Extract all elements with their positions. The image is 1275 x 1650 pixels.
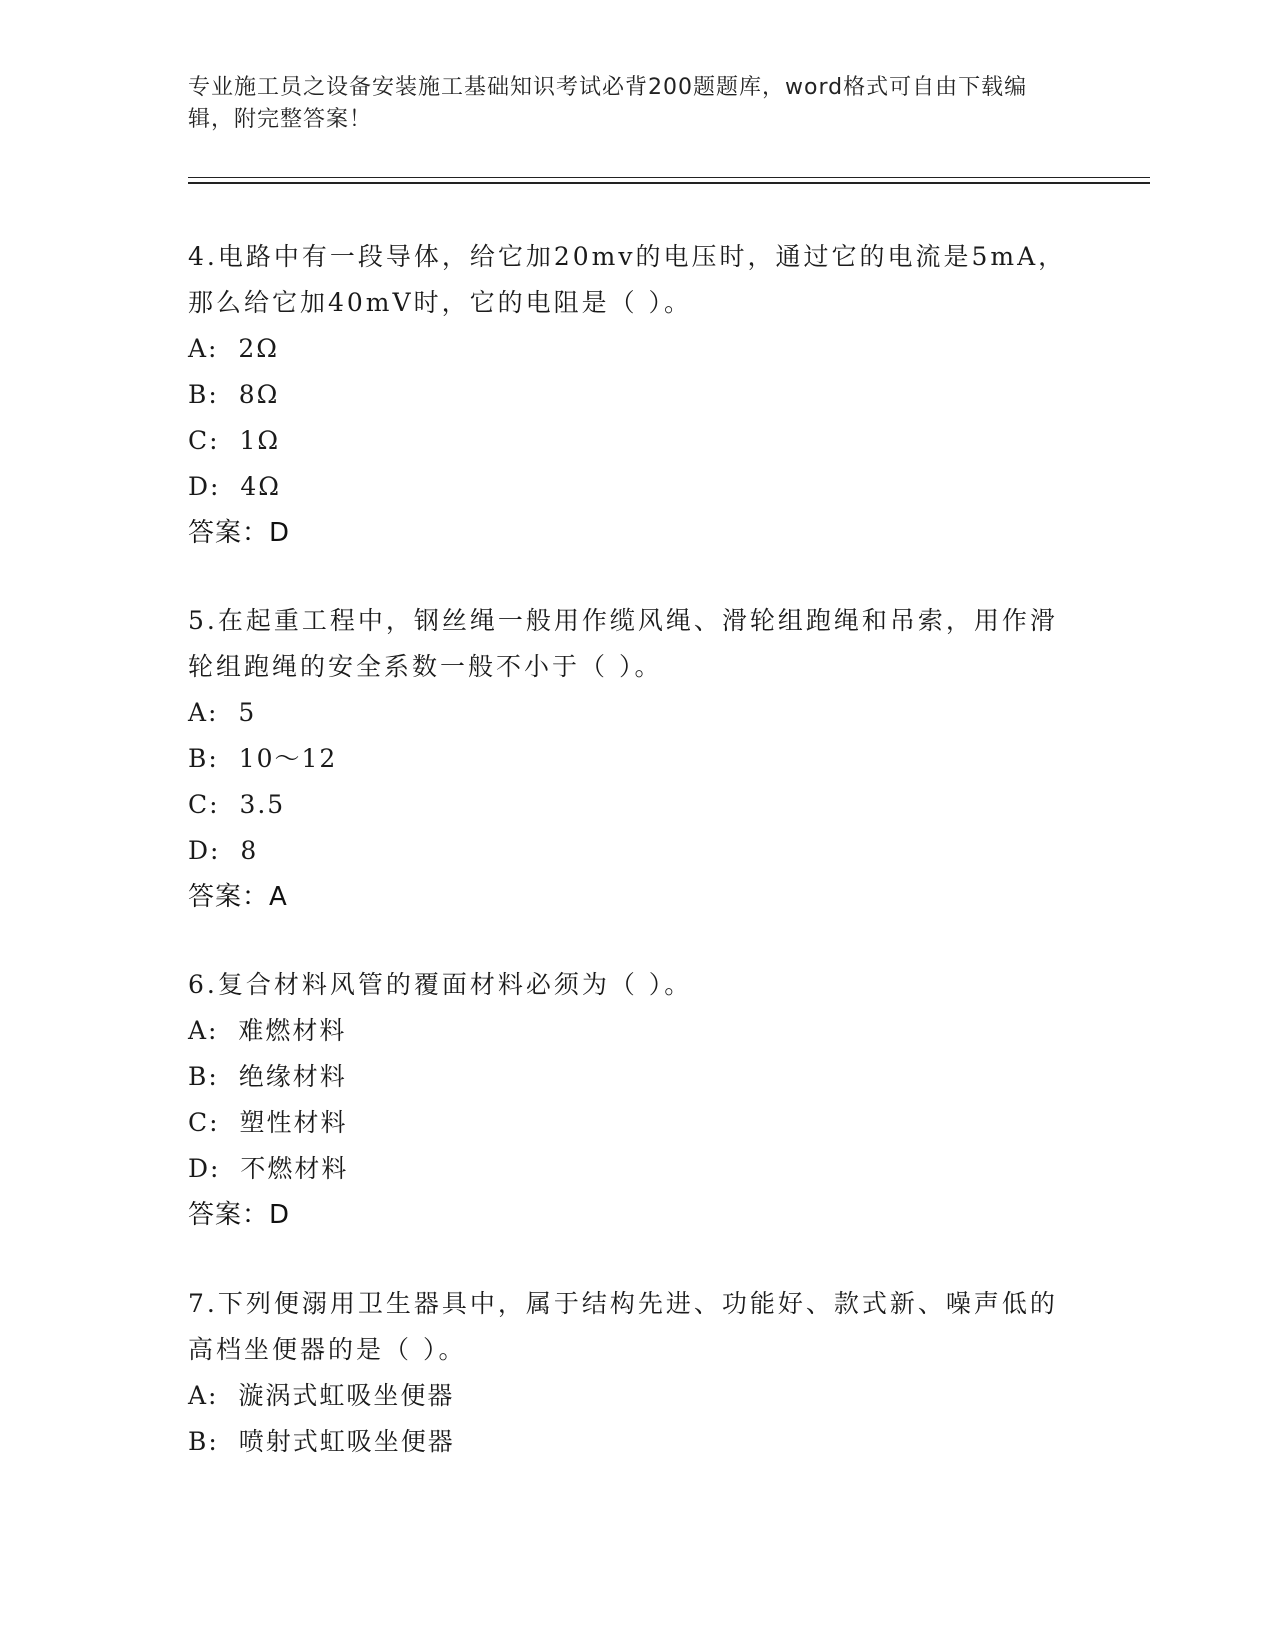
answer-key: 答案：D: [188, 1200, 291, 1230]
option-c: C: 塑性材料: [188, 1108, 348, 1137]
option-d: D: 4Ω: [188, 472, 281, 501]
answer-key: 答案：A: [188, 882, 288, 912]
option-b: B: 8Ω: [188, 380, 280, 409]
question-stem: 4.电路中有一段导体，给它加20mv的电压时，通过它的电流是5mA，那么给它加40mV时，它的电阻是（ ）。: [188, 242, 1067, 317]
question-stem: 7.下列便溺用卫生器具中，属于结构先进、功能好、款式新、噪声低的高档坐便器的是（ ）。: [188, 1289, 1058, 1364]
header-divider-bottom: [188, 182, 1150, 184]
option-d: D: 不燃材料: [188, 1154, 349, 1183]
question-6: [188, 962, 1068, 1238]
option-b: B: 10～12: [188, 744, 338, 773]
question-7: [188, 1281, 1068, 1465]
option-a: A: 漩涡式虹吸坐便器: [188, 1381, 455, 1410]
option-a: A: 2Ω: [188, 334, 280, 363]
option-c: C: 3.5: [188, 790, 286, 819]
option-c: C: 1Ω: [188, 426, 281, 455]
question-stem: 6.复合材料风管的覆面材料必须为（ ）。: [188, 970, 693, 999]
header-divider-top: [188, 177, 1150, 178]
question-stem: 5.在起重工程中，钢丝绳一般用作缆风绳、滑轮组跑绳和吊索，用作滑轮组跑绳的安全系数一般不小于（ ）。: [188, 606, 1058, 681]
question-4: [188, 234, 1068, 556]
option-a: A: 5: [188, 698, 257, 727]
option-b: B: 绝缘材料: [188, 1062, 347, 1091]
option-d: D: 8: [188, 836, 259, 865]
answer-key: 答案：D: [188, 518, 291, 548]
document-header: 专业施工员之设备安装施工基础知识考试必背200题题库，word格式可自由下载编辑，附完整答案！: [188, 75, 1028, 132]
question-5: [188, 598, 1068, 920]
option-b: B: 喷射式虹吸坐便器: [188, 1427, 455, 1456]
option-a: A: 难燃材料: [188, 1016, 347, 1045]
